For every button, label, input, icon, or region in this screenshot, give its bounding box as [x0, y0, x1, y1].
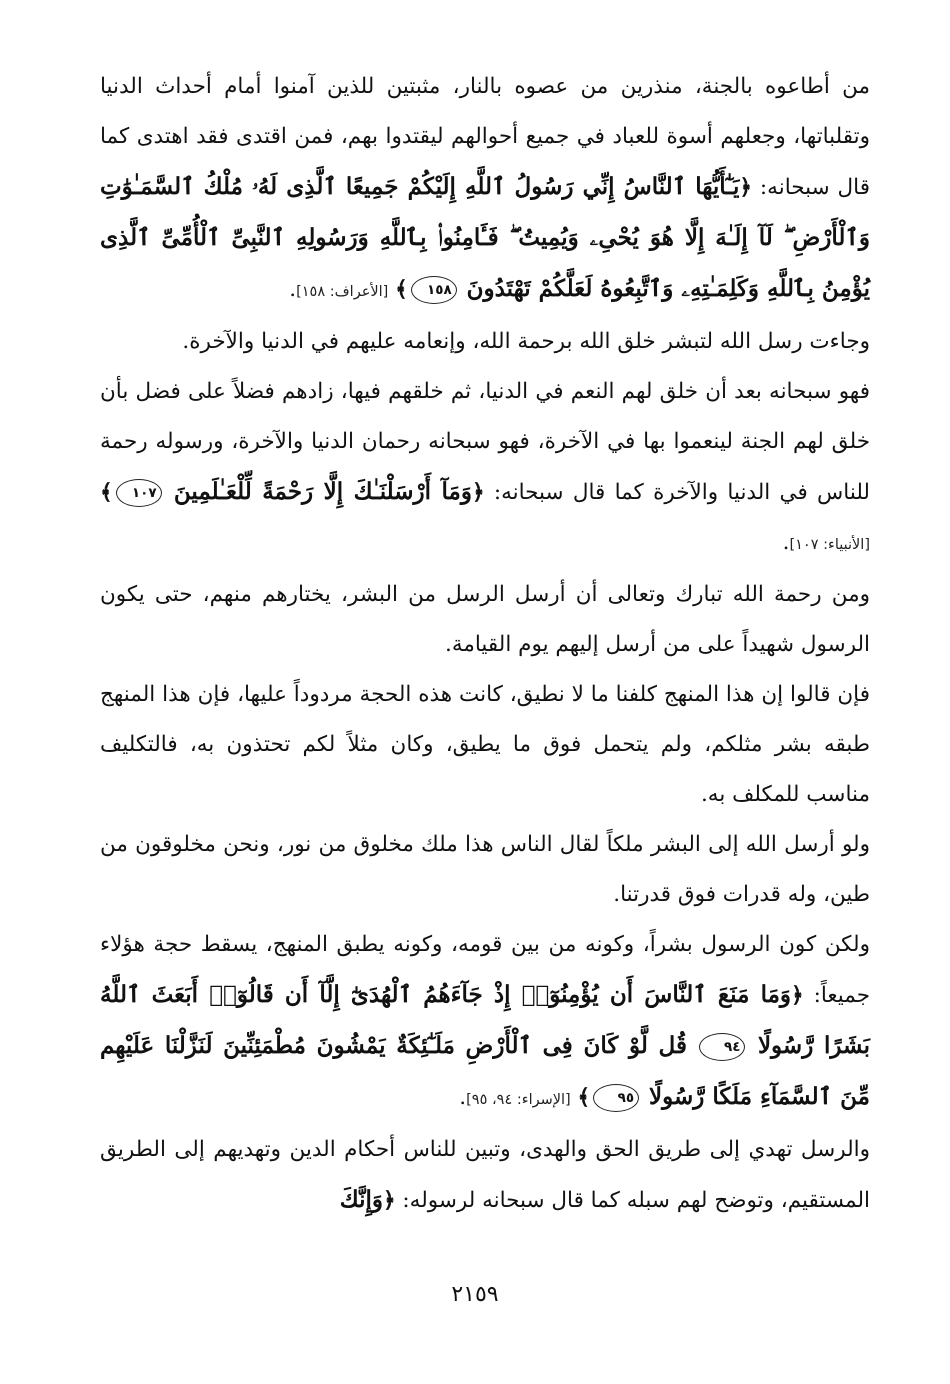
- quran-verse-2: قُل لَّوْ كَانَ فِى ٱلْأَرْضِ مَلَـٰٓئِكَةٌ يَمْشُونَ مُطْمَئِنِّينَ لَنَزَّلْنَا عَلَيْهِم مِّنَ ٱلسَّمَآءِ مَلَكًا رَّسُولًا: [100, 1032, 870, 1110]
- page-number: ٢١٥٩: [451, 1282, 499, 1307]
- paragraph-end: .: [459, 1085, 467, 1110]
- paragraph-end: .: [289, 277, 297, 302]
- paragraph-3: [100, 367, 870, 570]
- paragraph-text: ولكن كون الرسول بشراً، وكونه من بين قومه، وكونه يطبق المنهج، يسقط حجة هؤلاء جميعاً:: [100, 932, 870, 1008]
- quran-open-bracket: ﴿: [471, 480, 485, 505]
- quran-close-bracket: ﴾: [577, 1085, 591, 1110]
- quran-open-bracket: ﴿: [791, 983, 804, 1008]
- paragraph-1: [100, 62, 870, 317]
- page-body: [100, 62, 870, 1352]
- verse-reference: [الإسراء: ٩٤، ٩٥]: [466, 1092, 571, 1108]
- paragraph-5: [100, 670, 870, 820]
- paragraph-4: [100, 570, 870, 670]
- paragraph-text: من أطاعوه بالجنة، منذرين من عصوه بالنار، مثبتين للذين آمنوا أمام أحداث الدنيا وتقلباتها، وجعلهم أسوة للعباد في جميع أحوالهم ليقتدوا بهم، فمن اقتدى فقد اهتدى كما قال سبحانه:: [100, 74, 870, 200]
- quran-verse: وَإِنَّكَ: [339, 1186, 383, 1213]
- ayah-number-2: ٩٥: [593, 1084, 639, 1112]
- ayah-number: ١٠٧: [116, 479, 162, 507]
- paragraph-text: وجاءت رسل الله لتبشر خلق الله برحمة الله، وإنعامه عليهم في الدنيا والآخرة.: [182, 329, 870, 354]
- paragraph-text: ولو أرسل الله إلى البشر ملكاً لقال الناس هذا ملك مخلوق من نور، ونحن مخلوقون من طين، وله قدرات فوق قدرتنا.: [100, 832, 870, 907]
- quran-open-bracket: ﴿: [382, 1188, 396, 1213]
- verse-reference: [الأعراف: ١٥٨]: [296, 284, 389, 300]
- paragraph-7: [100, 920, 870, 1125]
- paragraph-text: ومن رحمة الله تبارك وتعالى أن أرسل الرسل من البشر، يختارهم منهم، حتى يكون الرسول شهيداً على من أرسل إليهم يوم القيامة.: [100, 582, 870, 657]
- quran-verse: وَمَا مَنَعَ ٱلنَّاسَ أَن يُؤْمِنُوٓا۟ إِذْ جَآءَهُمُ ٱلْهُدَىٰٓ إِلَّآ أَن قَالُوٓا۟ أَبَعَثَ ٱللَّهُ بَشَرًا رَّسُولًا: [100, 981, 870, 1059]
- verse-reference: [الأنبياء: ١٠٧]: [789, 537, 870, 553]
- quran-close-bracket: ﴾: [395, 277, 408, 302]
- paragraph-8: [100, 1125, 870, 1226]
- paragraph-text: والرسل تهدي إلى طريق الحق والهدى، وتبين للناس أحكام الدين وتهديهم إلى الطريق المستقيم، وتوضح لهم سبله كما قال سبحانه لرسوله:: [100, 1137, 870, 1213]
- paragraph-text: فهو سبحانه بعد أن خلق لهم النعم في الدنيا، ثم خلقهم فيها، زادهم فضلاً على فضل بأن خلق لهم الجنة لينعموا بها في الآخرة، فهو سبحانه رحمان الدنيا والآخرة، ورسوله رحمة للناس في الدنيا والآخرة كما قال سبحانه:: [100, 379, 870, 505]
- quran-close-bracket: ﴾: [100, 480, 113, 505]
- paragraph-end: .: [782, 530, 790, 555]
- paragraph-2: [100, 317, 870, 367]
- quran-open-bracket: ﴿: [739, 175, 753, 200]
- paragraph-text: فإن قالوا إن هذا المنهج كلفنا ما لا نطيق، كانت هذه الحجة مردوداً عليها، فإن هذا المنهج طبقه بشر مثلكم، ولم يتحمل فوق ما يطيق، وكان مثلاً لكم تحتذون به، فالتكليف مناسب للمكلف به.: [100, 682, 870, 807]
- quran-verse: يَـٰٓأَيُّهَا ٱلنَّاسُ إِنِّي رَسُولُ ٱللَّهِ إِلَيْكُمْ جَمِيعًا ٱلَّذِى لَهُۥ مُلْكُ ٱلسَّمَـٰوَٰتِ وَٱلْأَرْضِ ۖ لَآ إِلَـٰهَ إِلَّا هُوَ يُحْىِۦ وَيُمِيتُ ۖ فَـَٔامِنُوا۟ بِٱللَّهِ وَرَسُولِهِ ٱلنَّبِىِّ ٱلْأُمِّىِّ ٱلَّذِى يُؤْمِنُ بِٱللَّهِ وَكَلِمَـٰتِهِۦ وَٱتَّبِعُوهُ لَعَلَّكُمْ تَهْتَدُونَ: [100, 173, 870, 302]
- ayah-number: ١٥٨: [411, 276, 457, 304]
- paragraph-6: [100, 820, 870, 920]
- quran-verse: وَمَآ أَرْسَلْنَـٰكَ إِلَّا رَحْمَةً لِّلْعَـٰلَمِينَ: [173, 478, 472, 505]
- ayah-number: ٩٤: [699, 1033, 745, 1061]
